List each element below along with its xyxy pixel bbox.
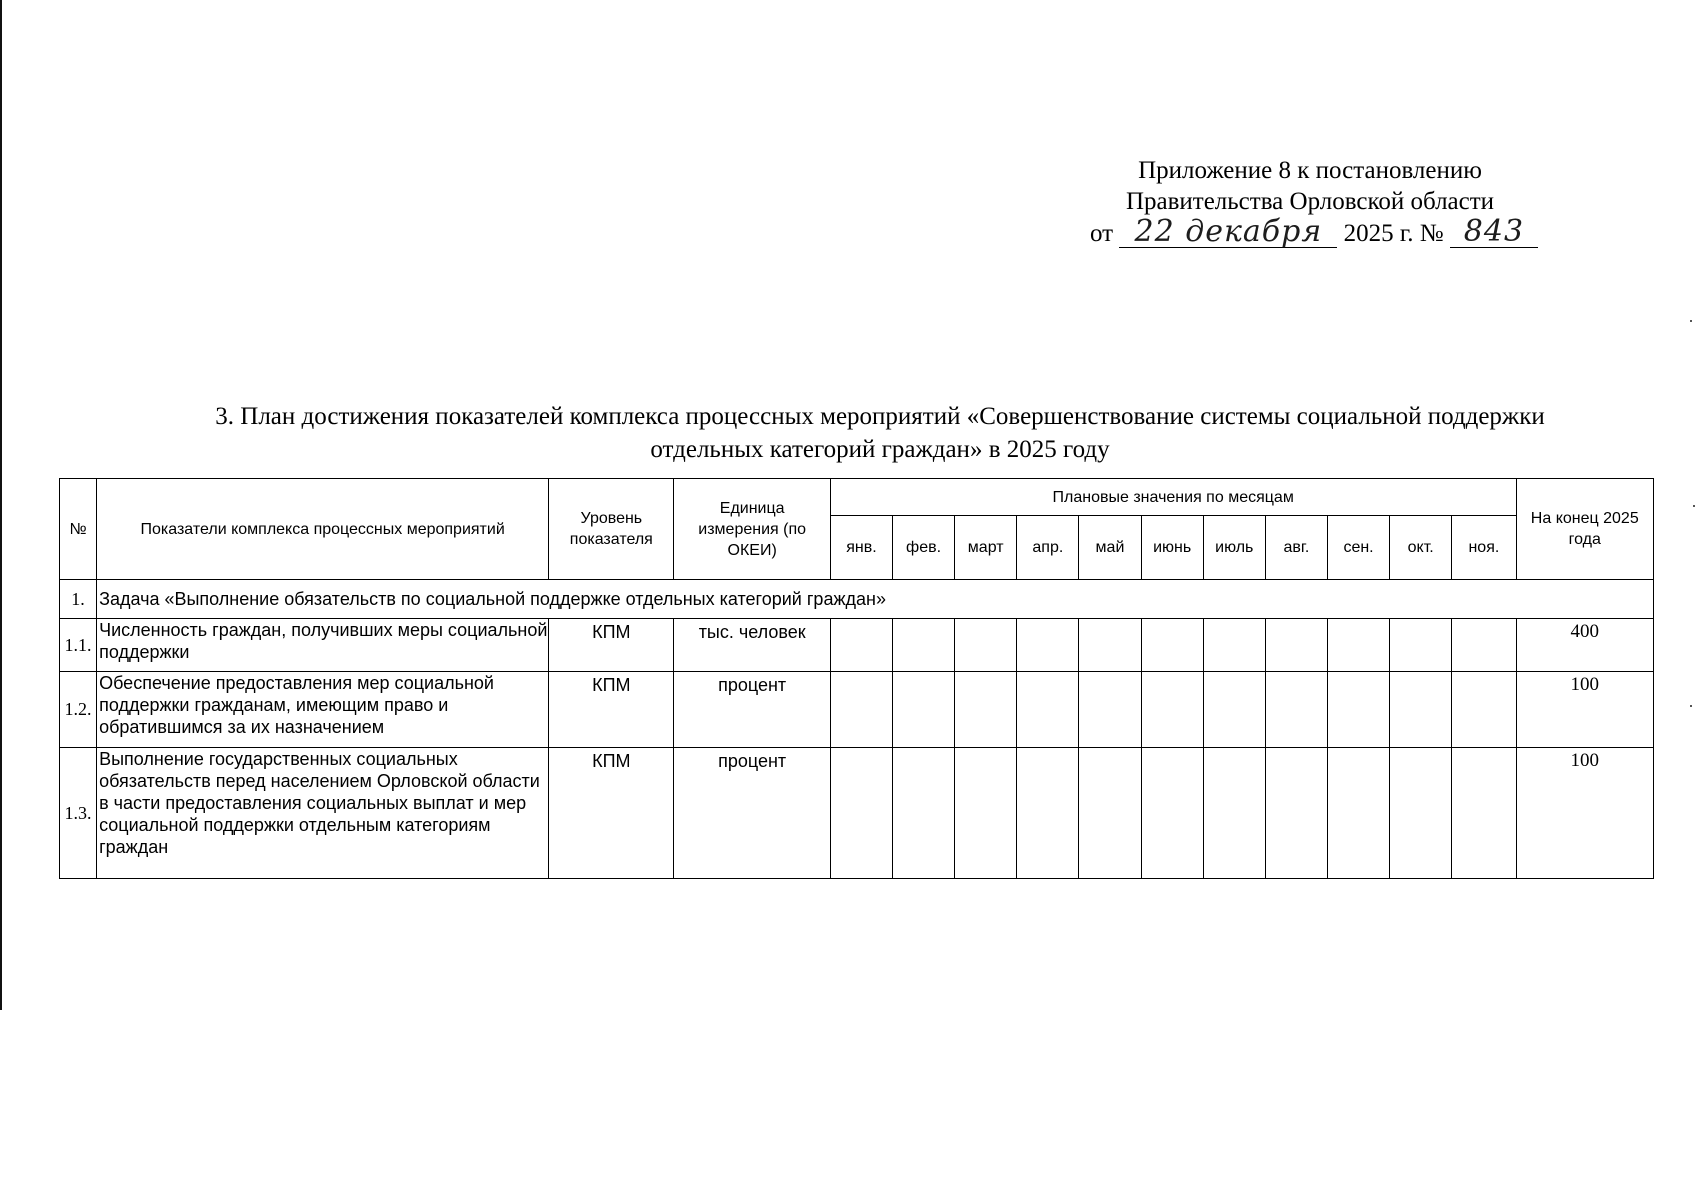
row-month-cell: [892, 619, 954, 672]
row-month-cell: [892, 748, 954, 879]
year-text: 2025 г. №: [1343, 220, 1444, 247]
row-month-cell: [1327, 672, 1389, 748]
row-month-cell: [1327, 748, 1389, 879]
header-month: окт.: [1390, 516, 1452, 580]
appendix-date-line: [1090, 214, 1530, 249]
header-num: №: [60, 479, 97, 580]
row-num: 1.2.: [60, 672, 97, 748]
row-month-cell: [1017, 619, 1079, 672]
header-month: июнь: [1141, 516, 1203, 580]
row-month-cell: [830, 748, 892, 879]
row-month-cell: [1079, 619, 1141, 672]
row-month-cell: [1017, 748, 1079, 879]
row-level: КПМ: [549, 619, 674, 672]
row-month-cell: [955, 748, 1017, 879]
table-row: [60, 748, 1654, 879]
row-month-cell: [1203, 748, 1265, 879]
header-year-end: На конец 2025 года: [1516, 479, 1653, 580]
title-line-2: отдельных категорий граждан» в 2025 году: [650, 436, 1110, 463]
header-month: март: [955, 516, 1017, 580]
task-row: [60, 580, 1654, 619]
header-month: авг.: [1265, 516, 1327, 580]
row-month-cell: [1327, 619, 1389, 672]
header-month: ноя.: [1452, 516, 1516, 580]
header-month: фев.: [892, 516, 954, 580]
header-row-1: [60, 479, 1654, 516]
table-row: [60, 619, 1654, 672]
row-year-end: 400: [1516, 619, 1653, 672]
row-month-cell: [1452, 619, 1516, 672]
header-unit: Единица измерения (по ОКЕИ): [674, 479, 830, 580]
task-text: Задача «Выполнение обязательств по социальной поддержке отдельных категорий граждан»: [97, 580, 1654, 619]
row-indicator-name: Обеспечение предоставления мер социальной поддержки гражданам, имеющим право и обратившимся за их назначением: [97, 672, 549, 748]
header-month: апр.: [1017, 516, 1079, 580]
appendix-header: [1090, 155, 1530, 249]
header-month: июль: [1203, 516, 1265, 580]
row-month-cell: [1390, 619, 1452, 672]
appendix-line-2: Правительства Орловской области: [1125, 188, 1495, 215]
scan-speck: [1690, 705, 1692, 707]
row-month-cell: [1079, 748, 1141, 879]
row-month-cell: [1141, 619, 1203, 672]
header-month: май: [1079, 516, 1141, 580]
row-unit: процент: [674, 748, 830, 879]
row-level: КПМ: [549, 672, 674, 748]
row-month-cell: [1017, 672, 1079, 748]
row-month-cell: [1390, 672, 1452, 748]
row-month-cell: [1079, 672, 1141, 748]
row-unit: тыс. человек: [674, 619, 830, 672]
row-month-cell: [830, 672, 892, 748]
document-title: [60, 400, 1700, 466]
table-row: [60, 672, 1654, 748]
appendix-line-1: Приложение 8 к постановлению: [1138, 157, 1482, 184]
task-num: 1.: [60, 580, 97, 619]
plan-table: [59, 478, 1654, 879]
row-month-cell: [830, 619, 892, 672]
row-month-cell: [892, 672, 954, 748]
header-month: янв.: [830, 516, 892, 580]
header-monthly-group: Плановые значения по месяцам: [830, 479, 1516, 516]
date-prefix: от: [1090, 220, 1114, 247]
scan-left-edge: [0, 0, 2, 1010]
row-month-cell: [1265, 748, 1327, 879]
row-month-cell: [1452, 672, 1516, 748]
row-month-cell: [1265, 672, 1327, 748]
row-indicator-name: Выполнение государственных социальных обязательств перед населением Орловской области в части предоставления социальных выплат и мер социальной поддержки отдельным категориям граждан: [97, 748, 549, 879]
row-month-cell: [1265, 619, 1327, 672]
row-unit: процент: [674, 672, 830, 748]
header-month: сен.: [1327, 516, 1389, 580]
row-indicator-name: Численность граждан, получивших меры социальной поддержки: [97, 619, 549, 672]
handwritten-date: 22 декабря: [1119, 217, 1337, 248]
header-level: Уровень показателя: [549, 479, 674, 580]
handwritten-number: 843: [1450, 217, 1538, 248]
scan-speck: [1690, 320, 1692, 322]
row-num: 1.3.: [60, 748, 97, 879]
row-month-cell: [1141, 748, 1203, 879]
row-year-end: 100: [1516, 748, 1653, 879]
row-month-cell: [1203, 672, 1265, 748]
row-num: 1.1.: [60, 619, 97, 672]
row-month-cell: [1390, 748, 1452, 879]
row-month-cell: [955, 672, 1017, 748]
row-level: КПМ: [549, 748, 674, 879]
title-line-1: 3. План достижения показателей комплекса процессных мероприятий «Совершенствование системы социальной поддержки: [215, 403, 1545, 430]
scan-speck: [1693, 505, 1695, 507]
header-indicator: Показатели комплекса процессных мероприятий: [97, 479, 549, 580]
row-month-cell: [1203, 619, 1265, 672]
row-month-cell: [1452, 748, 1516, 879]
row-month-cell: [955, 619, 1017, 672]
row-year-end: 100: [1516, 672, 1653, 748]
row-month-cell: [1141, 672, 1203, 748]
